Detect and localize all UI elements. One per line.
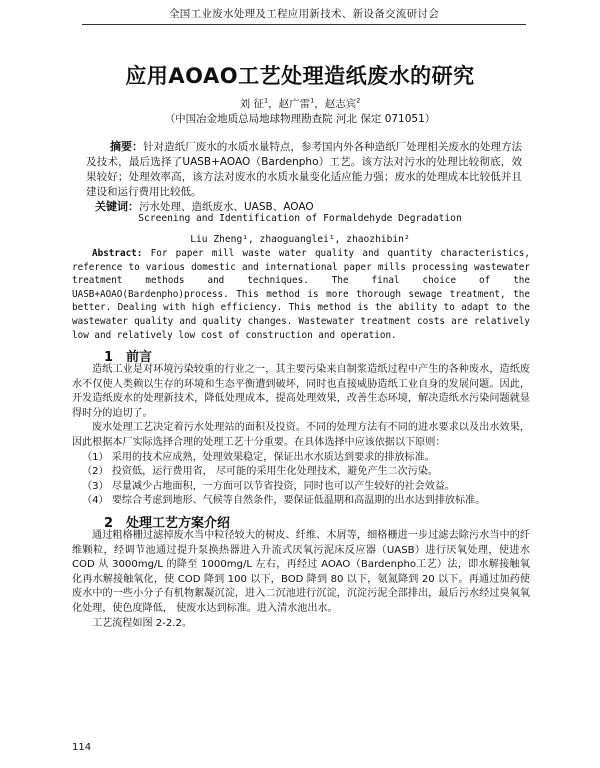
running-header: 全国工业废水处理及工程应用新技术、新设备交流研讨会	[82, 6, 526, 25]
abstract-cn	[86, 139, 522, 200]
section-2-number: 2	[104, 516, 114, 531]
section-1-number: 1	[104, 350, 114, 365]
principle-item-4: （4） 要综合考虑到地形、气候等自然条件，要保证低温期和高温期的出水达到排放标准。	[82, 495, 486, 507]
section-2-paragraph-1: 通过粗格栅过滤掉废水当中粒径较大的树皮、纤维、木屑等，细格栅进一步过滤去除污水当中的纤维颗粒，经调节池通过提升泵换热器进入升流式厌氧污泥床反应器（UASB）进行厌氧处理，使进水 COD 从 3000mg/L 的降至 1000mg/L 左右，再经过 AOAO（Bardenpho工艺）法，即水解接触氧化再水解接触氧化，使 COD 降到 100 以下，BOD 降到 80 以下，氨氮降到 20 以下。再通过加药使废水中的一些小分子有机物絮凝沉淀，进入二沉池进行沉淀，沉淀污泥全部排出，最后污水经过臭氧氧化处理，使色度降低， 使废水达到标准。进入清水池出水。	[72, 530, 530, 614]
principle-item-3: （3） 尽量减少占地面积，一方面可以节省投资，同时也可以产生较好的社会效益。	[82, 480, 456, 492]
author-3-affil-mark: 2	[356, 96, 361, 105]
section-2-body	[72, 529, 530, 631]
english-title: Screening and Identification of Formaldehyde Degradation	[138, 213, 462, 224]
abstract-cn-label: 摘要：	[110, 140, 144, 153]
section-1-title: 前言	[126, 350, 153, 365]
author-list: 刘 征$^1$，赵广雷$^1$，赵志宾$^2$	[239, 96, 361, 110]
author-3: 赵志宾	[324, 98, 357, 110]
section-2-title: 处理工艺方案介绍	[126, 516, 231, 531]
abstract-en-label: Abstract:	[92, 248, 143, 259]
abstract-en-text: For paper mill waste water quality and quantity characteristics, reference to various domestic and international paper mills processing wastewater treatment methods and techniques. The final choice of the UASB+AOAO(Bardenpho)process. This method is more thorough sewage treatment, the better. Dealing with high efficiency. This method is the ability to adapt to the wastewater quality and quality changes. Wastewater treatment costs are relatively low and relatively low cost of construction and operation.	[72, 248, 530, 341]
keywords-text: 污水处理、造纸废水、UASB、AOAO	[139, 201, 314, 213]
section-1-paragraph-1: 造纸工业是对环境污染较重的行业之一，其主要污染来自制浆造纸过程中产生的各种废水，造纸废水不仅使人类赖以生存的环境和生态平衡遭到破坏，同时也直接威胁造纸工业自身的发展问题。因此，开发造纸废水的处理新技术，降低处理成本，提高处理效果，改善生态环境，解决造纸水污染问题就显得时分的迫切了。	[72, 364, 530, 419]
section-2-paragraph-2: 工艺流程如图 2-2.2。	[92, 617, 192, 629]
author-1-affil-mark: 1	[263, 96, 269, 105]
paper-title: 应用AOAO工艺处理造纸废水的研究	[125, 64, 475, 88]
page-number: 114	[72, 742, 92, 753]
keywords	[95, 198, 314, 214]
abstract-en	[72, 247, 530, 342]
abstract-cn-text: 针对造纸厂废水的水质水量特点，参考国内外各种造纸厂处理相关废水的处理方法及技术，最后选择了UASB+AOAO（Bardenpho）工艺。该方法对污水的处理比较彻底，效果较好；处理效率高，该方法对废水的水质水量变化适应能力强；废水的处理成本比较低并且建设和运行费用比较低。	[86, 141, 523, 198]
author-1: 刘 征	[239, 98, 264, 110]
principle-item-1: （1） 采用的技术应成熟，处理效果稳定，保证出水水质达到要求的排放标准。	[82, 451, 435, 463]
keywords-label: 关键词：	[95, 200, 139, 213]
affiliation: （中国冶金地质总局地球物理勘查院 河北 保定 071051）	[164, 113, 436, 125]
author-2: 赵广雷	[278, 98, 311, 110]
english-authors: Liu Zheng¹, zhaoguanglei¹, zhaozhibin²	[190, 234, 410, 245]
section-1-body	[72, 363, 530, 509]
section-1-paragraph-2: 废水处理工艺决定着污水处理站的面积及投资。不同的处理方法有不同的进水要求以及出水效果，因此根据本厂实际选择合理的处理工艺十分重要。在具体选择中应该依据以下原则：	[72, 422, 530, 448]
principle-item-2: （2） 投资低，运行费用省， 尽可能的采用生化处理技术，避免产生二次污染。	[82, 466, 439, 478]
author-2-affil-mark: 1	[310, 96, 315, 105]
